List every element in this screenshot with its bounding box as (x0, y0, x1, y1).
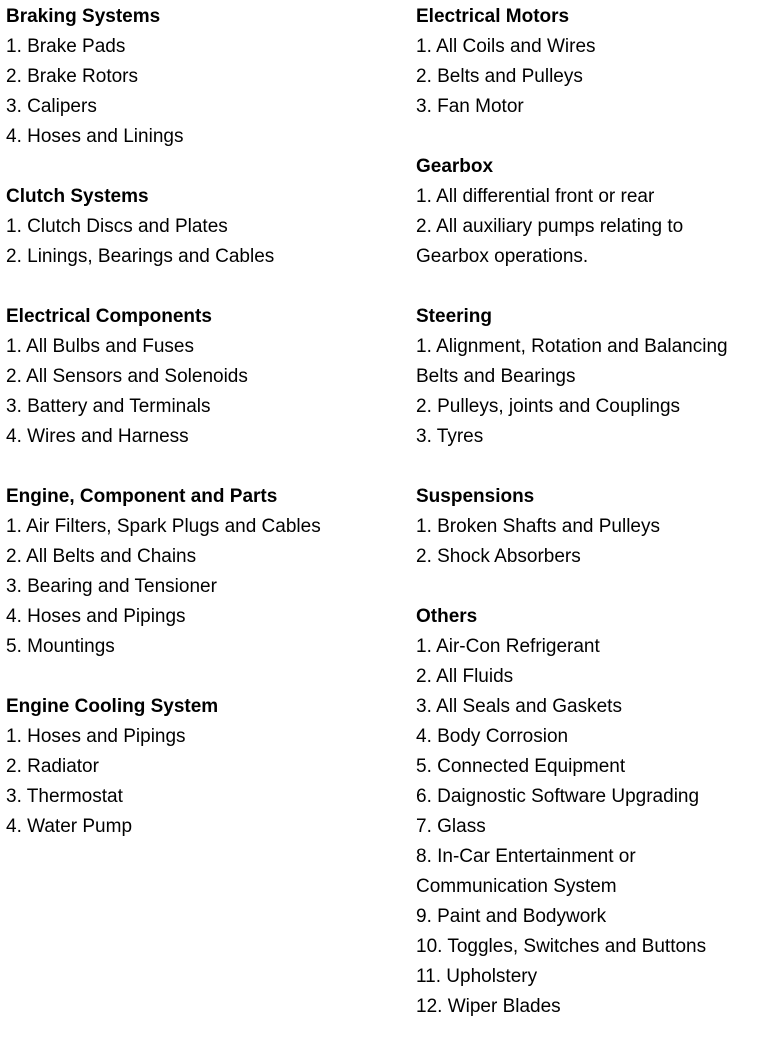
list-item: 1. All Coils and Wires (416, 36, 596, 57)
section-heading: Suspensions (416, 486, 535, 507)
section-heading: Steering (416, 306, 493, 327)
list-item: 1. Air Filters, Spark Plugs and Cables (6, 516, 321, 537)
list-item: 9. Paint and Bodywork (416, 906, 607, 927)
list-item: 3. Fan Motor (416, 96, 524, 117)
list-item: 1. All differential front or rear (416, 186, 655, 207)
list-item: 4. Wires and Harness (6, 426, 189, 447)
list-item: 1. Hoses and Pipings (6, 726, 186, 747)
list-item: 3. Tyres (416, 426, 484, 447)
list-item: 1. All Bulbs and Fuses (6, 336, 194, 357)
section-engine-cooling-system (6, 692, 406, 842)
section-clutch-systems (6, 182, 406, 272)
section-heading: Gearbox (416, 156, 494, 177)
list-item: 3. Thermostat (6, 786, 123, 807)
list-item: 2. Brake Rotors (6, 66, 138, 87)
section-heading: Clutch Systems (6, 186, 149, 207)
list-item: 2. Shock Absorbers (416, 546, 581, 567)
section-engine-component-and-parts (6, 482, 406, 662)
section-others (416, 602, 766, 1022)
list-item: 5. Mountings (6, 636, 115, 657)
list-item: 6. Daignostic Software Upgrading (416, 786, 700, 807)
list-item: 2. Linings, Bearings and Cables (6, 246, 275, 267)
section-heading: Others (416, 606, 478, 627)
list-item: 7. Glass (416, 816, 486, 837)
list-item: 3. Battery and Terminals (6, 396, 211, 417)
section-gearbox (416, 152, 766, 272)
list-item: 2. All Fluids (416, 666, 514, 687)
list-item: Gearbox operations. (416, 246, 589, 267)
list-item: 3. All Seals and Gaskets (416, 696, 622, 717)
list-item: 4. Water Pump (6, 816, 133, 837)
list-item: 2. Radiator (6, 756, 99, 777)
list-item: 2. All auxiliary pumps relating to (416, 216, 684, 237)
section-suspensions (416, 482, 766, 572)
right-column (416, 2, 766, 1052)
section-electrical-components (6, 302, 406, 452)
section-heading: Electrical Motors (416, 6, 570, 27)
left-column (6, 2, 406, 872)
list-item: 2. Belts and Pulleys (416, 66, 583, 87)
list-item: 2. Pulleys, joints and Couplings (416, 396, 681, 417)
list-item: 2. All Belts and Chains (6, 546, 197, 567)
section-steering (416, 302, 766, 452)
list-item: 4. Hoses and Linings (6, 126, 184, 147)
list-item: Communication System (416, 876, 617, 897)
list-item: 1. Alignment, Rotation and Balancing (416, 336, 728, 357)
list-item: 3. Bearing and Tensioner (6, 576, 217, 597)
list-item: 10. Toggles, Switches and Buttons (416, 936, 707, 957)
list-item: 4. Hoses and Pipings (6, 606, 186, 627)
section-heading: Engine, Component and Parts (6, 486, 278, 507)
section-heading: Electrical Components (6, 306, 212, 327)
list-item: 5. Connected Equipment (416, 756, 626, 777)
list-item: 1. Broken Shafts and Pulleys (416, 516, 660, 537)
section-heading: Braking Systems (6, 6, 161, 27)
list-item: 1. Clutch Discs and Plates (6, 216, 228, 237)
list-item: 8. In-Car Entertainment or (416, 846, 636, 867)
list-item: 4. Body Corrosion (416, 726, 569, 747)
list-item: 12. Wiper Blades (416, 996, 561, 1017)
section-braking-systems (6, 2, 406, 152)
section-heading: Engine Cooling System (6, 696, 219, 717)
list-item: Belts and Bearings (416, 366, 576, 387)
list-item: 2. All Sensors and Solenoids (6, 366, 248, 387)
list-item: 1. Brake Pads (6, 36, 126, 57)
list-item: 3. Calipers (6, 96, 97, 117)
section-electrical-motors (416, 2, 766, 122)
list-item: 1. Air-Con Refrigerant (416, 636, 600, 657)
list-item: 11. Upholstery (416, 966, 538, 987)
